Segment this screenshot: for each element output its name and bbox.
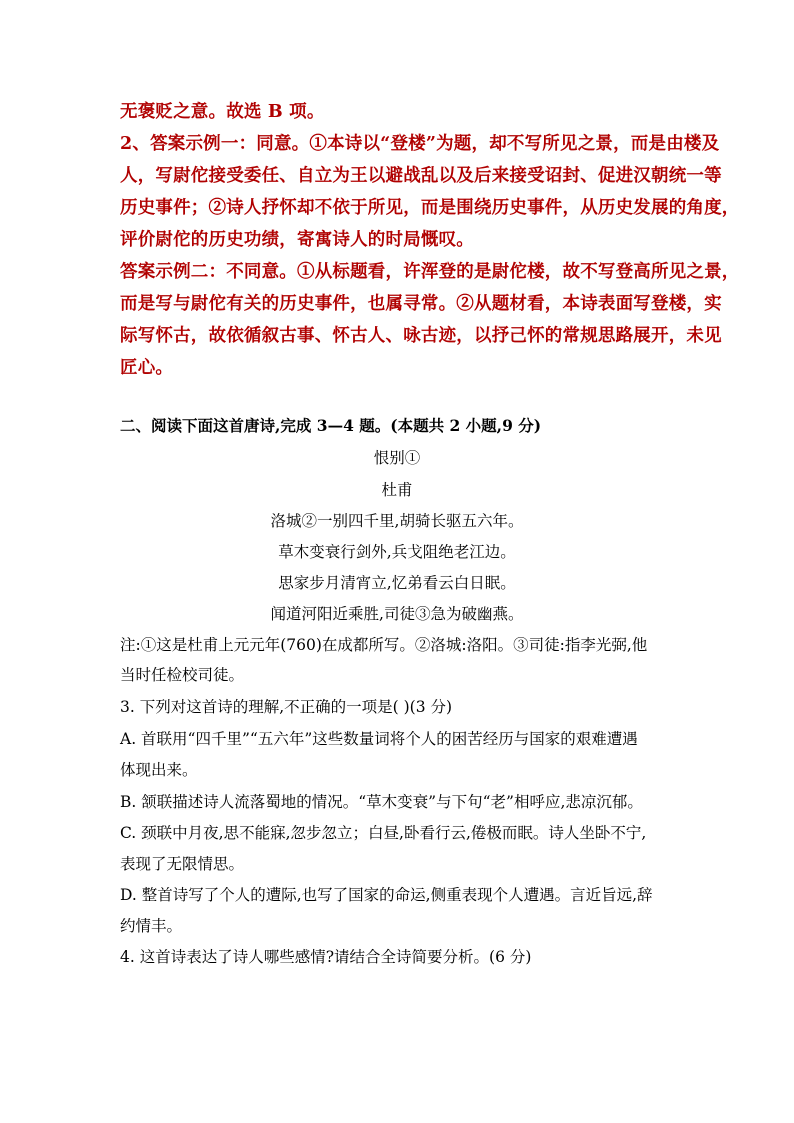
- answer-line-3: 人，写尉佗接受委任、自立为王以避战乱以及后来接受诏封、促进汉朝统一等: [120, 166, 722, 186]
- answer-line-2: 2、答案示例一：同意。①本诗以“登楼”为题，却不写所见之景，而是由楼及: [120, 134, 720, 154]
- answer-line-1: 无褒贬之意。故选 B 项。: [120, 102, 325, 122]
- poem-line-2: 草木变衰行剑外,兵戈阻绝老江边。: [278, 543, 516, 561]
- question-3-option-d: D. 整首诗写了个人的遭际,也写了国家的命运,侧重表现个人遭遇。言近旨远,辞: [120, 886, 653, 904]
- question-3-option-c: C. 颈联中月夜,思不能寐,忽步忽立；白昼,卧看行云,倦极而眠。诗人坐卧不宁,: [120, 824, 647, 842]
- poem-line-4: 闻道河阳近乘胜,司徒③急为破幽燕。: [270, 605, 524, 623]
- poem-line-1: 洛城②一别四千里,胡骑长驱五六年。: [270, 512, 524, 530]
- poem-note-line-2: 当时任检校司徒。: [120, 666, 245, 684]
- answer-line-5: 评价尉佗的历史功绩，寄寓诗人的时局慨叹。: [120, 230, 474, 250]
- question-3-option-c-cont: 表现了无限情思。: [120, 855, 245, 873]
- question-3-stem: 3. 下列对这首诗的理解,不正确的一项是( )(3 分): [120, 698, 453, 716]
- question-4-stem: 4. 这首诗表达了诗人哪些感情?请结合全诗简要分析。(6 分): [120, 948, 532, 966]
- poem-note-line-1: 注:①这是杜甫上元元年(760)在成都所写。②洛城:洛阳。③司徒:指李光弼,他: [120, 636, 648, 654]
- question-3-option-a: A. 首联用“四千里”“五六年”这些数量词将个人的困苦经历与国家的艰难遭遇: [120, 730, 638, 748]
- question-3-option-b: B. 颔联描述诗人流落蜀地的情况。“草木变衰”与下句“老”相呼应,悲凉沉郁。: [120, 793, 643, 811]
- answer-line-9: 匠心。: [120, 358, 174, 378]
- question-3-option-d-cont: 约情丰。: [120, 917, 183, 935]
- poem-author: 杜甫: [381, 481, 413, 499]
- answer-line-6: 答案示例二：不同意。①从标题看，许浑登的是尉佗楼，故不写登高所见之景，: [120, 262, 740, 282]
- section-heading: 二、阅读下面这首唐诗,完成 3—4 题。(本题共 2 小题,9 分): [120, 416, 542, 435]
- answer-line-4: 历史事件；②诗人抒怀却不依于所见，而是围绕历史事件，从历史发展的角度，: [120, 198, 740, 218]
- answer-line-8: 际写怀古，故依循叙古事、怀古人、咏古迹，以抒己怀的常规思路展开，未见: [120, 326, 722, 346]
- answer-line-7: 而是写与尉佗有关的历史事件，也属寻常。②从题材看，本诗表面写登楼，实: [120, 294, 722, 314]
- poem-line-3: 思家步月清宵立,忆弟看云白日眠。: [278, 574, 516, 592]
- poem-title: 恨别①: [373, 449, 421, 467]
- question-3-option-a-cont: 体现出来。: [120, 761, 198, 779]
